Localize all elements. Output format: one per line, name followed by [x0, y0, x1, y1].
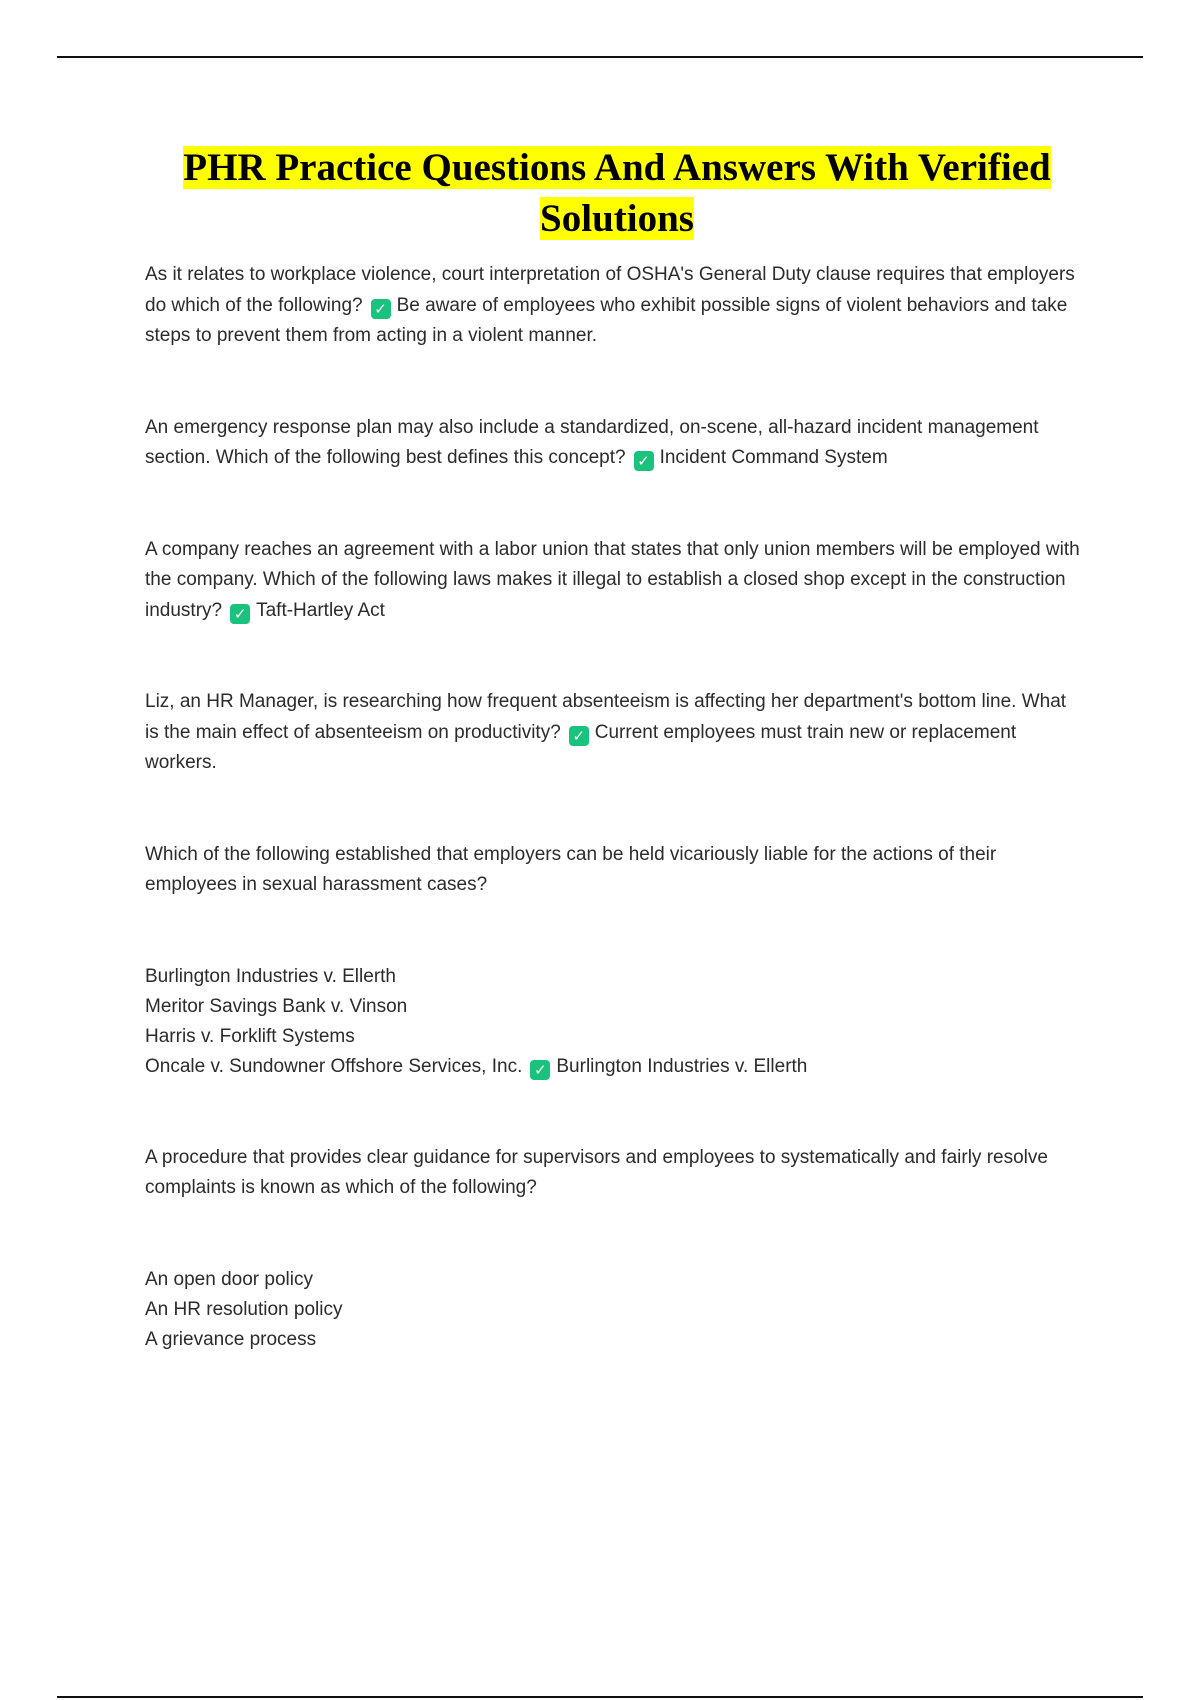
page-title [100, 142, 1134, 244]
check-icon: ✓ [530, 1060, 550, 1080]
option-list [145, 1265, 1085, 1355]
answer-text: Taft-Hartley Act [256, 599, 385, 621]
option-item: An HR resolution policy [145, 1298, 343, 1320]
check-icon: ✓ [569, 726, 589, 746]
question-text: A company reaches an agreement with a labor union that states that only union members will be employed with the company. Which of the following laws makes it illegal to establish a closed shop except in the construction industry? [145, 538, 1080, 621]
option-item: A grievance process [145, 1328, 317, 1350]
answer-text: Incident Command System [659, 447, 888, 468]
option-item [145, 1052, 1085, 1082]
question-text: A procedure that provides clear guidance for supervisors and employees to systematically and fairly resolve complaints is known as which of the following? [145, 1146, 1048, 1198]
check-icon: ✓ [634, 451, 654, 471]
option-text: Oncale v. Sundowner Offshore Services, Inc. [145, 1055, 523, 1077]
check-icon: ✓ [371, 299, 391, 319]
answer-text: Burlington Industries v. Ellerth [556, 1055, 808, 1077]
option-list [145, 962, 1085, 1082]
question-text: An emergency response plan may also include a standardized, on-scene, all-hazard incident management section. Which of the following best defines this concept? [145, 416, 1039, 468]
qa-item [145, 535, 1085, 627]
answer-text: Current employees must train new or replacement workers. [145, 721, 1017, 773]
top-rule [57, 56, 1143, 58]
answer-text: Be aware of employees who exhibit possible signs of violent behaviors and take steps to prevent them from acting in a violent manner. [145, 294, 1068, 346]
qa-item [145, 260, 1085, 352]
title-line-2: Solutions [540, 197, 694, 240]
qa-item [145, 1143, 1085, 1355]
qa-item [145, 413, 1085, 474]
qa-item [145, 687, 1085, 779]
qa-item [145, 840, 1085, 1082]
question-text: Liz, an HR Manager, is researching how frequent absenteeism is affecting her department's bottom line. What is the main effect of absenteeism on productivity? [145, 691, 1067, 743]
question-text: As it relates to workplace violence, court interpretation of OSHA's General Duty clause requires that employers do which of the following? [145, 264, 1075, 316]
option-item: An open door policy [145, 1268, 313, 1290]
question-text: Which of the following established that employers can be held vicariously liable for the actions of their employees in sexual harassment cases? [145, 843, 997, 895]
option-item: Harris v. Forklift Systems [145, 1025, 355, 1047]
qa-list [145, 260, 1085, 1416]
check-icon: ✓ [230, 604, 250, 624]
option-item: Burlington Industries v. Ellerth [145, 965, 396, 987]
title-line-1: PHR Practice Questions And Answers With Verified [183, 146, 1051, 189]
option-item: Meritor Savings Bank v. Vinson [145, 995, 408, 1017]
bottom-rule [57, 1696, 1143, 1698]
